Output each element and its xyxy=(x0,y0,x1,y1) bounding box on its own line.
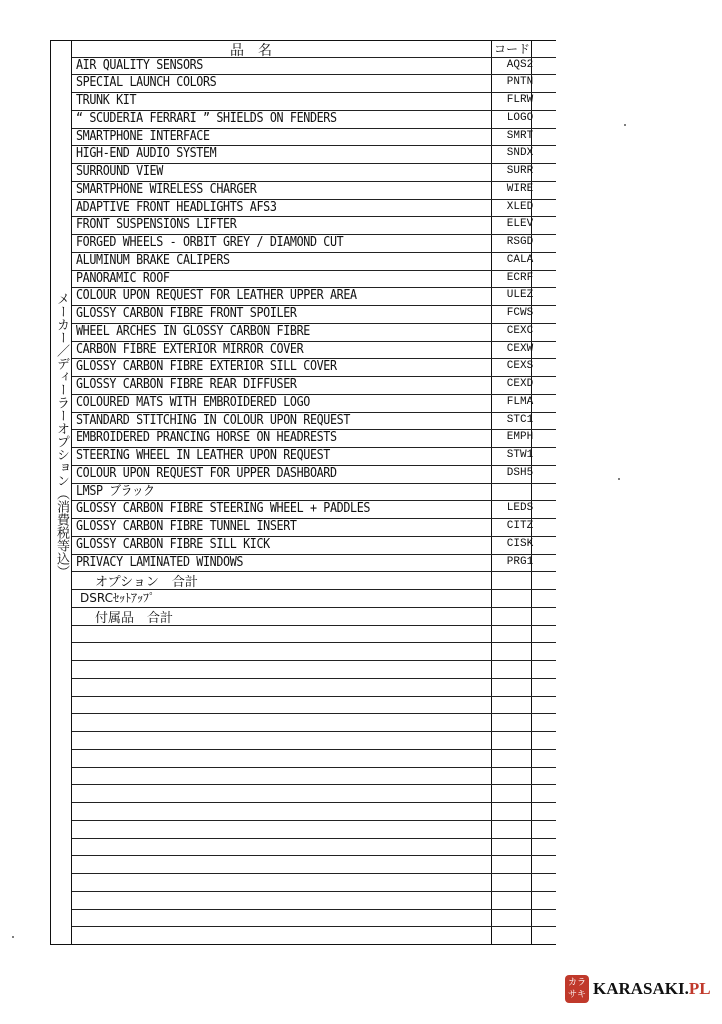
table-rule xyxy=(72,891,556,892)
item-name: GLOSSY CARBON FIBRE SILL KICK xyxy=(76,536,270,552)
table-row xyxy=(76,341,550,359)
table-rule xyxy=(72,855,556,856)
side-label: メーカー／ディーラーオプション（消費税等込） xyxy=(54,292,69,578)
item-code: LEDS xyxy=(506,502,534,515)
karasaki-logo-text: KARASAKI.PL xyxy=(593,979,711,998)
table-rule xyxy=(72,873,556,874)
table-rule xyxy=(72,909,556,910)
table-row xyxy=(76,128,550,146)
karasaki-logo-icon: カラ サキ xyxy=(565,975,589,1003)
table-row xyxy=(76,447,550,465)
item-name: GLOSSY CARBON FIBRE TUNNEL INSERT xyxy=(76,519,297,534)
item-code: ELEV xyxy=(506,218,534,231)
item-name: LMSP ブラック xyxy=(76,483,155,499)
item-code: FLRW xyxy=(506,94,534,106)
table-row xyxy=(76,234,550,252)
table-row xyxy=(76,145,550,163)
table-row xyxy=(76,412,550,430)
item-name: FRONT SUSPENSIONS LIFTER xyxy=(76,217,237,233)
item-code: FCWS xyxy=(506,307,534,319)
table-row xyxy=(76,74,550,92)
item-code: FLMA xyxy=(506,395,534,408)
item-name: COLOURED MATS WITH EMBROIDERED LOGO xyxy=(76,394,310,410)
table-rule xyxy=(72,696,556,697)
table-rule xyxy=(72,820,556,821)
dsrc-setup-label: DSRCｾｯﾄｱｯﾌﾟ xyxy=(80,591,155,605)
item-code: CALA xyxy=(506,253,534,266)
table-rule xyxy=(72,767,556,768)
item-name: GLOSSY CARBON FIBRE FRONT SPOILER xyxy=(76,306,297,321)
table-row xyxy=(76,287,550,305)
item-code: CEXC xyxy=(506,324,534,337)
table-row xyxy=(76,323,550,341)
item-name: COLOUR UPON REQUEST FOR LEATHER UPPER AREA xyxy=(76,288,357,304)
table-row xyxy=(76,536,550,554)
table-row xyxy=(76,252,550,270)
table-rule xyxy=(72,731,556,732)
table-row xyxy=(76,483,550,501)
table-row xyxy=(76,163,550,181)
table-row xyxy=(76,199,550,217)
item-name: FORGED WHEELS - ORBIT GREY / DIAMOND CUT xyxy=(76,235,344,250)
item-code: CEXD xyxy=(506,378,534,390)
item-name: PANORAMIC ROOF xyxy=(76,270,170,286)
item-code: PRG1 xyxy=(506,555,534,568)
item-name: AIR QUALITY SENSORS xyxy=(76,57,203,73)
table-row xyxy=(76,394,550,412)
table-row xyxy=(76,376,550,394)
header-code: コード xyxy=(494,42,531,56)
header-item-name: 品 名 xyxy=(230,43,272,59)
item-name: STANDARD STITCHING IN COLOUR UPON REQUEST xyxy=(76,412,351,428)
item-code: ECRF xyxy=(506,271,534,284)
item-code: STW1 xyxy=(506,449,534,461)
item-name: SMARTPHONE WIRELESS CHARGER xyxy=(76,181,257,197)
item-code: PNTN xyxy=(506,76,534,89)
item-name: CARBON FIBRE EXTERIOR MIRROR COVER xyxy=(76,341,304,357)
item-name: GLOSSY CARBON FIBRE REAR DIFFUSER xyxy=(76,377,297,392)
karasaki-watermark xyxy=(565,975,711,1003)
item-code: SNDX xyxy=(506,147,534,160)
table-rule xyxy=(72,838,556,839)
table-row xyxy=(76,305,550,323)
item-name: ADAPTIVE FRONT HEADLIGHTS AFS3 xyxy=(76,199,277,215)
item-code: CEXW xyxy=(506,342,534,355)
item-name: TRUNK KIT xyxy=(76,93,137,108)
table-row xyxy=(76,429,550,447)
item-code: SURR xyxy=(506,165,534,177)
table-row xyxy=(76,358,550,376)
table-row xyxy=(76,518,550,536)
item-code: CITZ xyxy=(506,520,534,532)
item-name: SURROUND VIEW xyxy=(76,164,163,179)
item-name: COLOUR UPON REQUEST FOR UPPER DASHBOARD xyxy=(76,465,337,481)
item-code: CEXS xyxy=(506,360,534,373)
table-row xyxy=(76,181,550,199)
item-name: STEERING WHEEL IN LEATHER UPON REQUEST xyxy=(76,448,330,463)
item-code: XLED xyxy=(506,200,534,213)
item-name: GLOSSY CARBON FIBRE STEERING WHEEL + PADDLES xyxy=(76,501,371,517)
table-rule xyxy=(72,642,556,643)
table-row xyxy=(76,270,550,288)
table-row xyxy=(76,216,550,234)
item-code: AQS2 xyxy=(506,58,534,71)
table-rule xyxy=(72,802,556,803)
item-code: SMRT xyxy=(506,129,534,142)
item-code: DSH5 xyxy=(506,466,534,479)
table-rule xyxy=(72,749,556,750)
table-row xyxy=(76,500,550,518)
item-code: STC1 xyxy=(506,413,534,426)
accessories-total-label: 付属品 合計 xyxy=(95,611,174,626)
table-rule xyxy=(72,660,556,661)
item-name: SPECIAL LAUNCH COLORS xyxy=(76,75,217,91)
item-code: ULEZ xyxy=(506,289,534,302)
item-name: ALUMINUM BRAKE CALIPERS xyxy=(76,252,230,268)
table-rule xyxy=(72,784,556,785)
table-rule xyxy=(72,713,556,714)
item-code: LOGO xyxy=(506,111,534,124)
item-name: HIGH-END AUDIO SYSTEM xyxy=(76,146,217,162)
item-code: RSGD xyxy=(506,236,534,248)
item-code: EMPH xyxy=(506,431,534,444)
table-row xyxy=(76,554,550,572)
item-name: GLOSSY CARBON FIBRE EXTERIOR SILL COVER xyxy=(76,359,337,375)
table-row xyxy=(76,92,550,110)
table-rule xyxy=(72,678,556,679)
item-name: PRIVACY LAMINATED WINDOWS xyxy=(76,554,244,570)
table-row xyxy=(76,465,550,483)
item-code: CISK xyxy=(506,537,534,550)
table-row xyxy=(76,57,550,75)
item-name: “ SCUDERIA FERRARI ” SHIELDS ON FENDERS xyxy=(76,110,337,126)
item-name: SMARTPHONE INTERFACE xyxy=(76,128,210,144)
item-name: EMBROIDERED PRANCING HORSE ON HEADRESTS xyxy=(76,430,337,446)
item-name: WHEEL ARCHES IN GLOSSY CARBON FIBRE xyxy=(76,323,310,339)
table-row xyxy=(76,110,550,128)
option-total-label: オプション 合計 xyxy=(95,575,198,590)
item-code: WIRE xyxy=(506,182,534,195)
table-rule xyxy=(72,926,556,927)
